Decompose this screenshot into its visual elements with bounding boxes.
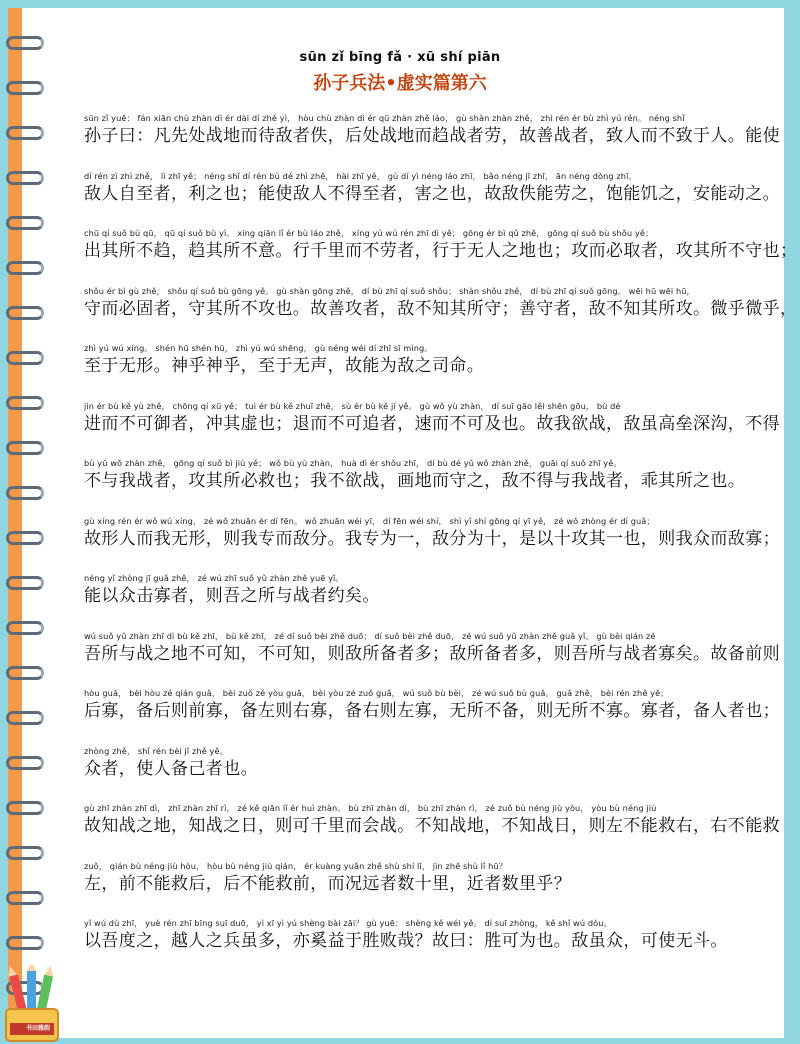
chinese-line: 众者，使人备己者也。 <box>84 758 258 779</box>
binding-ring <box>6 846 44 860</box>
text-line <box>84 227 798 285</box>
binding-ring <box>6 216 44 230</box>
binding-ring <box>6 351 44 365</box>
text-line <box>84 687 780 745</box>
binding-ring <box>6 126 44 140</box>
binding-ring <box>6 486 44 500</box>
binding-ring <box>6 936 44 950</box>
binding-ring <box>6 441 44 455</box>
chinese-line: 不与我战者，攻其所必救也；我不欲战，画地而守之，敌不得与我战者，乖其所之也。 <box>84 471 746 491</box>
text-body <box>84 112 798 975</box>
binding-ring <box>6 576 44 590</box>
chinese-line: 后寡，备后则前寡，备左则右寡，备右则左寡，无所不备，则无所不寡。寡者，备人者也； <box>84 701 780 721</box>
text-line <box>84 630 780 688</box>
title-pinyin: sūn zǐ bīng fǎ · xū shí piān <box>299 50 501 65</box>
text-line <box>84 112 780 170</box>
binding-ring <box>6 306 44 320</box>
logo-text: 书田雅韵 <box>25 1025 50 1032</box>
chinese-line: 故形人而我无形，则我专而敌分。我专为一，敌分为十，是以十攻其一也，则我众而敌寡； <box>84 528 780 549</box>
text-line <box>84 457 764 515</box>
chinese-line: 故知战之地，知战之日，则可千里而会战。不知战地，不知战日，则左不能救右，右不能救 <box>84 816 780 836</box>
binding-ring <box>6 891 44 905</box>
chinese-line: 能以众击寡者，则吾之所与战者约矣。 <box>84 586 380 606</box>
chinese-line: 至于无形。神乎神乎，至于无声，故能为敌之司命。 <box>84 356 485 376</box>
pinyin-line: zhòng zhě， shǐ rén bèi jǐ zhě yě。 <box>84 745 228 756</box>
binding-ring <box>6 261 44 275</box>
binding-ring <box>6 531 44 545</box>
title-block <box>0 50 800 95</box>
text-line <box>84 342 764 400</box>
pinyin-line: zhì yú wú xíng。 shén hū shén hū， zhì yú wú shēng， gù néng wéi dí zhī sī mìng。 <box>84 343 433 353</box>
text-line <box>84 170 780 228</box>
binding-ring <box>6 396 44 410</box>
pinyin-line: sūn zǐ yuē： fán xiān chù zhàn dì ér dài dí zhě yì， hòu chù zhàn dì ér qū zhàn zhě láo， gù shàn zhàn zhě， zhì rén ér bù zhì yú rén。 néng shǐ <box>84 113 685 123</box>
pinyin-line: chū qí suǒ bù qū， qū qí suǒ bù yì。 xíng qiān lǐ ér bù láo zhě， xíng yú wú rén zhī dì yě； gōng ér bì qǔ zhě， gōng qí suǒ bù shǒu yě； <box>84 228 654 238</box>
chinese-line: 以吾度之，越人之兵虽多，亦奚益于胜败哉？故曰：胜可为也。敌虽众，可使无斗。 <box>84 931 728 951</box>
pinyin-line: bù yǔ wǒ zhàn zhě， gōng qí suǒ bì jiù yě； wǒ bù yù zhàn， huà dì ér shǒu zhī， dí bù dé yǔ wǒ zhàn zhě， guāi qí suǒ zhī yě。 <box>84 458 622 468</box>
pinyin-line: wú suǒ yǔ zhàn zhī dì bù kě zhī， bù kě zhī， zé dí suǒ bèi zhě duō； dí suǒ bèi zhě duō， zé wú suǒ yǔ zhàn zhě guǎ yǐ。 gù bèi qián zé <box>84 630 656 641</box>
pinyin-line: zuǒ， qián bù néng jiù hòu， hòu bù néng jiù qián， ér kuàng yuǎn zhě shù shí lǐ， jìn zhě shù lǐ hū？ <box>84 860 508 871</box>
chinese-line: 吾所与战之地不可知，不可知，则敌所备者多；敌所备者多，则吾所与战者寡矣。故备前则 <box>84 643 780 664</box>
text-line <box>84 515 780 573</box>
binding-ring <box>6 711 44 725</box>
pinyin-line: néng yǐ zhòng jī guǎ zhě， zé wú zhī suǒ yǔ zhàn zhě yuē yǐ。 <box>84 573 344 583</box>
text-line <box>84 860 764 918</box>
text-line <box>84 802 780 860</box>
pinyin-line: dí rén zì zhì zhě， lì zhī yě； néng shǐ dí rén bù dé zhì zhě， hài zhī yě， gù dí yì néng láo zhī， bǎo néng jī zhī， ān néng dòng zhī。 <box>84 170 637 181</box>
pinyin-line: yǐ wú dù zhī， yuè rén zhī bīng suī duō， yì xī yì yú shèng bài zāi？ gù yuē： shèng kě wéi yě。 dí suī zhòng， kě shǐ wú dòu。 <box>84 918 612 928</box>
text-line <box>84 572 764 630</box>
chinese-line: 守而必固者，守其所不攻也。故善攻者，敌不知其所守；善守者，敌不知其所攻。微乎微乎， <box>84 298 798 319</box>
text-line <box>84 917 764 975</box>
pinyin-line: gù zhī zhàn zhī dì， zhī zhàn zhī rì， zé kě qiān lǐ ér huì zhàn。 bù zhī zhàn dì， bù zhī zhàn rì， zé zuǒ bù néng jiù yòu， yòu bù néng jiù <box>84 803 657 813</box>
binding-ring <box>6 801 44 815</box>
chinese-line: 敌人自至者，利之也；能使敌人不得至者，害之也，故敌佚能劳之，饱能饥之，安能动之。 <box>84 183 780 204</box>
chinese-line: 进而不可御者，冲其虚也；退而不可追者，速而不可及也。故我欲战，敌虽高垒深沟，不得 <box>84 413 780 434</box>
binding-ring <box>6 171 44 185</box>
chinese-line: 孙子曰：凡先处战地而待敌者佚，后处战地而趋战者劳，故善战者，致人而不致于人。能使 <box>84 126 780 146</box>
page-title: 孙子兵法•虚实篇第六 <box>313 73 487 94</box>
binding-ring <box>6 756 44 770</box>
text-line <box>84 285 798 343</box>
binding-ring <box>6 621 44 635</box>
text-line <box>84 400 780 458</box>
binding-ring <box>6 36 44 50</box>
chinese-line: 出其所不趋，趋其所不意。行千里而不劳者，行于无人之地也；攻而必取者，攻其所不守也； <box>84 241 798 261</box>
pinyin-line: hòu guǎ， bèi hòu zé qián guǎ， bèi zuǒ zé yòu guǎ， bèi yòu zé zuǒ guǎ， wú suǒ bù bèi， zé wú suǒ bù guǎ。 guǎ zhě， bèi rén zhě yě； <box>84 688 669 698</box>
pinyin-line: gù xíng rén ér wǒ wú xíng， zé wǒ zhuān ér dí fēn。 wǒ zhuān wéi yī， dí fēn wéi shí， shì yǐ shí gōng qí yī yě， zé wǒ zhòng ér dí guǎ； <box>84 515 655 526</box>
binding-ring <box>6 666 44 680</box>
chinese-line: 左，前不能救后，后不能救前，而况远者数十里，近者数里乎？ <box>84 873 572 894</box>
pinyin-line: shǒu ér bì gù zhě， shǒu qí suǒ bù gōng yě。 gù shàn gōng zhě， dí bù zhī qí suǒ shǒu； shàn shǒu zhě， dí bù zhī qí suǒ gōng。 wēi hū wēi hū， <box>84 285 695 296</box>
text-line <box>84 745 764 803</box>
pinyin-line: jìn ér bù kě yù zhě， chōng qí xū yě； tuì ér bù kě zhuī zhě， sù ér bù kě jí yě。 gù wǒ yù zhàn， dí suī gāo lěi shēn gōu， bù dé <box>84 400 621 411</box>
